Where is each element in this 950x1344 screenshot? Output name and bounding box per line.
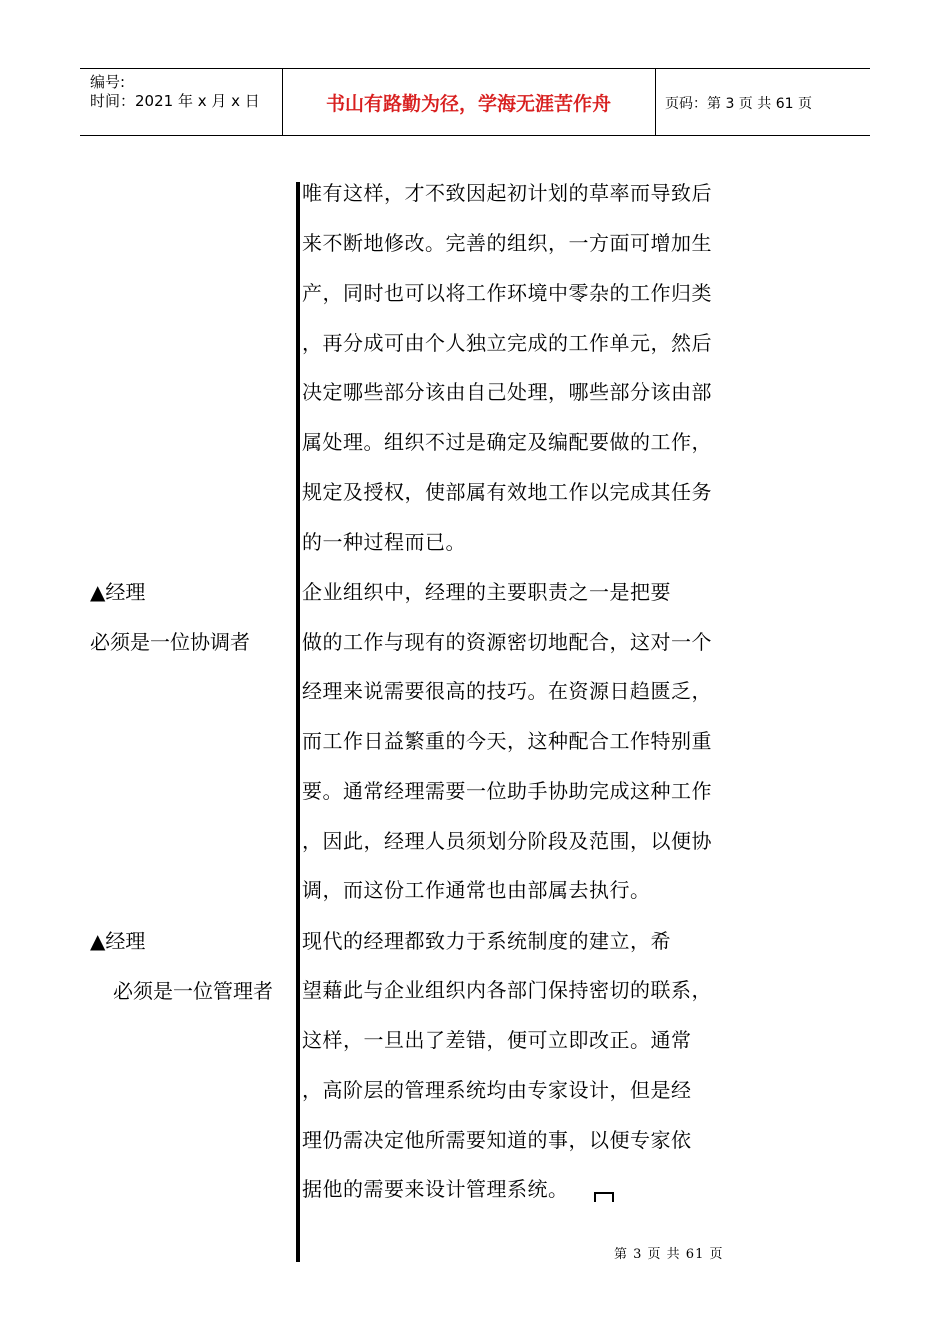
page-footer: 第 3 页 共 61 页	[614, 1247, 724, 1262]
body-line: 理仍需决定他所需要知道的事，以便专家依	[302, 1128, 692, 1152]
document-date: 时间：2021 年 x 月 x 日	[90, 92, 260, 110]
section-heading: 必须是一位协调者	[90, 630, 250, 654]
header-divider	[655, 69, 656, 135]
page-header	[80, 68, 870, 136]
body-line: 唯有这样，才不致因起初计划的草率而导致后	[302, 181, 712, 205]
section-heading-marker: ▲经理	[90, 929, 146, 953]
body-line: 做的工作与现有的资源密切地配合，这对一个	[302, 630, 712, 654]
body-line: ，因此，经理人员须划分阶段及范围，以便协	[302, 829, 712, 853]
section-heading-marker: ▲经理	[90, 580, 146, 604]
body-line: 要。通常经理需要一位助手协助完成这种工作	[302, 779, 712, 803]
body-line: 现代的经理都致力于系统制度的建立，希	[302, 929, 671, 953]
header-motto: 书山有路勤为径，学海无涯苦作舟	[325, 93, 611, 115]
body-line: 这样，一旦出了差错，便可立即改正。通常	[302, 1028, 692, 1052]
section-heading: 必须是一位管理者	[113, 979, 273, 1003]
body-line: 的一种过程而已。	[302, 530, 466, 554]
document-code-label: 编号:	[90, 73, 126, 91]
body-line: 产，同时也可以将工作环境中零杂的工作归类	[302, 281, 712, 305]
body-line: 而工作日益繁重的今天，这种配合工作特别重	[302, 729, 712, 753]
body-line: 调，而这份工作通常也由部属去执行。	[302, 878, 651, 902]
body-line: ，再分成可由个人独立完成的工作单元，然后	[302, 331, 712, 355]
body-line: 据他的需要来设计管理系统。	[302, 1177, 569, 1201]
body-line: 来不断地修改。完善的组织，一方面可增加生	[302, 231, 712, 255]
body-line: 决定哪些部分该由自己处理，哪些部分该由部	[302, 380, 712, 404]
vertical-divider	[296, 182, 300, 1262]
body-line: 望藉此与企业组织内各部门保持密切的联系，	[302, 978, 712, 1002]
header-page-info: 页码：第 3 页 共 61 页	[665, 96, 812, 112]
body-line: 经理来说需要很高的技巧。在资源日趋匮乏，	[302, 679, 712, 703]
corner-mark	[594, 1192, 614, 1202]
body-line: 属处理。组织不过是确定及编配要做的工作，	[302, 430, 712, 454]
body-line: 企业组织中，经理的主要职责之一是把要	[302, 580, 671, 604]
body-line: ，高阶层的管理系统均由专家设计，但是经	[302, 1078, 692, 1102]
body-line: 规定及授权，使部属有效地工作以完成其任务	[302, 480, 712, 504]
